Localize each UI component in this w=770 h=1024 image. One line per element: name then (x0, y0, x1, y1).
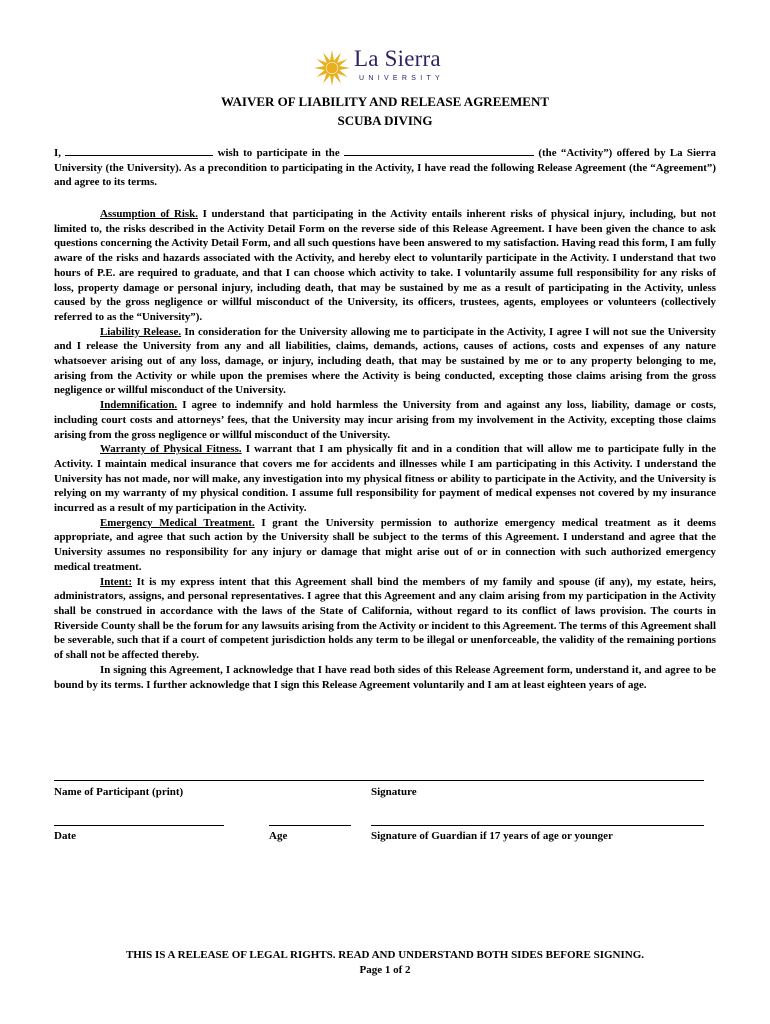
logo-subtitle: UNIVERSITY (359, 75, 445, 82)
page-number: Page 1 of 2 (359, 964, 411, 976)
section-heading: Liability Release. (100, 325, 182, 338)
participant-name-blank[interactable] (65, 146, 213, 156)
section-text: I warrant that I am physically fit and in a condition that will allow me to participate fully in the Activity. I maintain medical insurance that covers me for accidents and illnesses while I am participating in this Activity. I understand the University has not made, nor will make, any investigation into my physical fitness or ability to participate in the Activity, and the University is relying on my warranty of my physical condition. I assume full responsibility for payment of medical expenses not covered by my insurance incurred as a result of my participation in the Activity. (54, 443, 716, 515)
document-subtitle: SCUBA DIVING (337, 113, 433, 128)
section-text: It is my express intent that this Agreement shall bind the members of my family and spouse (if any), my estate, heirs, administrators, assigns, and personal representatives. I agree that this Agreement and any claim arising from my participation in the Activity shall be construed in accordance with the laws of the State of California, without regard to its conflict of laws provision. The courts in Riverside County shall be the forum for any lawsuits arising from the Activity or incident to this Agreement. The terms of this Agreement shall be severable, such that if a court of competent jurisdiction holds any term to be illegal or unenforceable, the validity of the remaining portions of shall not be affected thereby. (54, 575, 716, 662)
section-acknowledgement (54, 663, 716, 692)
intro-mid: wish to participate in the (217, 147, 340, 159)
intro-start: I, (54, 147, 61, 159)
legal-rights-notice: THIS IS A RELEASE OF LEGAL RIGHTS. READ AND UNDERSTAND BOTH SIDES BEFORE SIGNING. (125, 949, 645, 961)
date-line[interactable] (54, 825, 224, 826)
section-heading: Indemnification. (100, 399, 178, 412)
date-label: Date (54, 830, 76, 842)
section-text: In signing this Agreement, I acknowledge that I have read both sides of this Release Agreement form, understand it, and agree to be bound by its terms. I further acknowledge that I sign this Release Agreement voluntarily and I am at least eighteen years of age. (54, 663, 716, 691)
intro-paragraph (54, 146, 716, 190)
section-text: In consideration for the University allowing me to participate in the Activity, I agree I will not sue the University and I release the University from any and all liabilities, claims, demands, actions, causes of actions, costs and expenses of any nature whatsoever arising out of any loss, damage, or injury, including death, that may be sustained by me or to any property belonging to me, arising from the Activity or while upon the premises where the Activity is being conducted, excepting those claims arising from the gross negligence or willful misconduct of the University. (54, 325, 717, 397)
guardian-signature-label: Signature of Guardian if 17 years of age or younger (371, 830, 613, 842)
section-heading: Warranty of Physical Fitness. (100, 443, 242, 456)
document-title: WAIVER OF LIABILITY AND RELEASE AGREEMENT (220, 94, 550, 109)
age-label: Age (269, 830, 288, 842)
age-line[interactable] (269, 825, 351, 826)
section-assumption-of-risk (54, 207, 716, 325)
activity-blank[interactable] (344, 146, 534, 156)
sunburst-icon (313, 49, 351, 87)
section-heading: Intent: (100, 575, 133, 588)
section-liability-release (54, 325, 716, 399)
participant-signature-line[interactable] (54, 780, 704, 781)
section-text: I understand that participating in the Activity entails inherent risks of physical injury, including, but not limited to, the risks described in the Activity Detail Form on the reverse side of this Release Agreement. I have been given the chance to ask questions concerning the Activity Detail Form, and all such questions have been answered to my satisfaction. Having read this form, I am fully aware of the risks and hazards associated with the Activity, and hereby elect to voluntarily participate in the Activity. I understand that two hours of P.E. are required to graduate, and that I can choose which activity to take. I voluntarily assume full responsibility for any risks of loss, property damage or personal injury, including death, that may be sustained by me as a result of participating in the Activity, unless caused by the gross negligence or willful misconduct of the University, its officers, trustees, agents, employees or volunteers (collectively referred to as the “University”). (54, 208, 717, 323)
section-indemnification (54, 398, 716, 442)
section-text: I agree to indemnify and hold harmless the University from and against any loss, liability, damage or costs, including court costs and attorneys’ fees, that the University may incur arising from my involvement in the Activity, excepting those claims arising from the gross negligence or willful misconduct of the University. (54, 399, 716, 441)
section-intent (54, 575, 716, 663)
section-emergency-treatment (54, 516, 716, 575)
university-logo (313, 44, 463, 86)
name-of-participant-label: Name of Participant (print) (54, 786, 184, 798)
section-heading: Assumption of Risk. (100, 208, 198, 220)
signature-label: Signature (371, 786, 417, 798)
section-physical-fitness (54, 442, 716, 516)
agreement-body (54, 207, 716, 692)
intro-end: (the “Activity”) offered by La Sierra University (the University). As a precondition to participating in the Activity, I have read the following Release Agreement (the “Agreement”) and agree to its terms. (54, 147, 716, 189)
logo-name: La Sierra (354, 46, 441, 71)
guardian-signature-line[interactable] (371, 825, 704, 826)
section-heading: Emergency Medical Treatment. (100, 516, 255, 529)
section-text: I grant the University permission to authorize emergency medical treatment as it deems appropriate, and agree that such action by the University shall be subject to the terms of this Agreement. I understand and agree that the University assumes no responsibility for any injury or damage that might arise out of or in connection with such authorized emergency medical treatment. (54, 516, 716, 573)
